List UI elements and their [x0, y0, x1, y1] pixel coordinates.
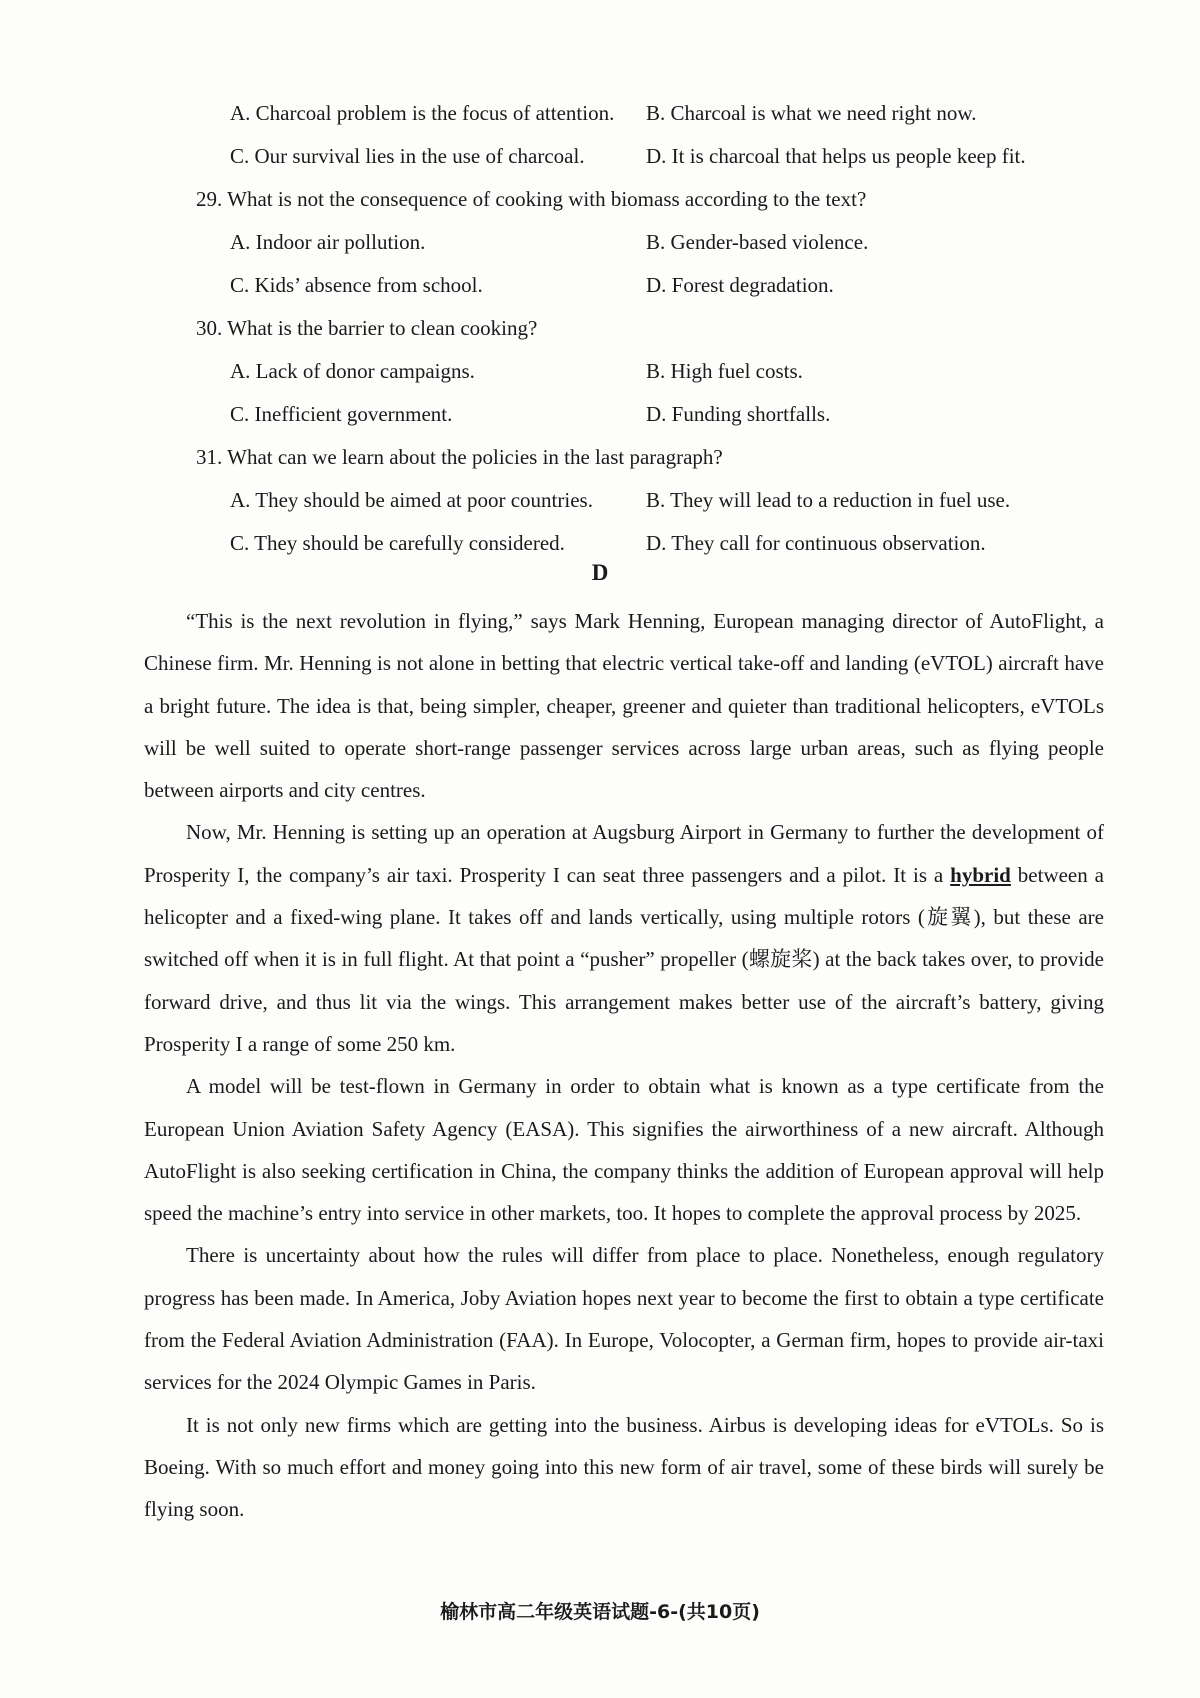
passage-paragraph: It is not only new firms which are getting into the business. Airbus is developing ideas for eVTOLs. So is Boeing. With so much effort and money going into this new form of air travel, some of these birds will surely be flying soon.	[144, 1412, 1104, 1522]
option-b: B. High fuel costs.	[646, 359, 803, 383]
question-block	[196, 92, 1126, 565]
keyword-hybrid: hybrid	[950, 862, 1011, 887]
option-c: C. Our survival lies in the use of charcoal.	[230, 144, 585, 168]
option-b: B. Charcoal is what we need right now.	[646, 101, 977, 125]
option-row	[196, 135, 1126, 178]
option-row	[196, 221, 1126, 264]
option-c: C. They should be carefully considered.	[230, 531, 565, 555]
reading-passage	[144, 600, 1104, 1531]
option-d: D. Forest degradation.	[646, 273, 834, 297]
question-stem: 30. What is the barrier to clean cooking?	[196, 316, 538, 340]
option-d: D. They call for continuous observation.	[646, 531, 986, 555]
passage-paragraph: A model will be test-flown in Germany in order to obtain what is known as a type certificate from the European Union Aviation Safety Agency (EASA). This signifies the airworthiness of a new aircraft. Although AutoFlight is also seeking certification in China, the company thinks the addition of European approval will help speed the machine’s entry into service in other markets, too. It hopes to complete the approval process by 2025.	[144, 1074, 1104, 1226]
option-a: A. Lack of donor campaigns.	[230, 359, 475, 383]
passage-paragraph	[144, 811, 1104, 1065]
option-b: B. They will lead to a reduction in fuel use.	[646, 488, 1011, 512]
option-d: D. It is charcoal that helps us people keep fit.	[646, 144, 1026, 168]
option-row	[196, 479, 1126, 522]
option-d: D. Funding shortfalls.	[646, 402, 831, 426]
passage-paragraph: There is uncertainty about how the rules will differ from place to place. Nonetheless, enough regulatory progress has been made. In America, Joby Aviation hopes next year to become the first to obtain a type certificate from the Federal Aviation Administration (FAA). In Europe, Volocopter, a German firm, hopes to provide air-taxi services for the 2024 Olympic Games in Paris.	[144, 1243, 1104, 1395]
section-heading: D	[591, 560, 609, 585]
option-b: B. Gender-based violence.	[646, 230, 869, 254]
page-footer: 榆林市高二年级英语试题-6-(共10页)	[440, 1601, 760, 1623]
option-c: C. Inefficient government.	[230, 402, 453, 426]
option-c: C. Kids’ absence from school.	[230, 273, 483, 297]
option-row	[196, 264, 1126, 307]
paragraph-text: between a helicopter and a fixed-wing plane. It takes off and lands vertically, using multiple rotors (旋翼), but these are switched off when it is in full flight. At that point a “pusher” propeller (螺旋桨) at the back takes over, to provide forward drive, and thus lit via the wings. This arrangement makes better use of the aircraft’s battery, giving Prosperity I a range of some 250 km.	[144, 862, 1104, 1056]
question-stem: 31. What can we learn about the policies in the last paragraph?	[196, 445, 723, 469]
option-a: A. Indoor air pollution.	[230, 230, 426, 254]
option-row	[196, 92, 1126, 135]
option-a: A. Charcoal problem is the focus of attention.	[230, 101, 615, 125]
option-row	[196, 350, 1126, 393]
question-stem: 29. What is not the consequence of cooking with biomass according to the text?	[196, 187, 867, 211]
paragraph-text: Now, Mr. Henning is setting up an operation at Augsburg Airport in Germany to further the development of Prosperity I, the company’s air taxi. Prosperity I can seat three passengers and a pilot. It is a	[144, 820, 1104, 887]
option-a: A. They should be aimed at poor countries.	[230, 488, 593, 512]
option-row	[196, 393, 1126, 436]
passage-paragraph: “This is the next revolution in flying,” says Mark Henning, European managing director of AutoFlight, a Chinese firm. Mr. Henning is not alone in betting that electric vertical take-off and landing (eVTOL) aircraft have a bright future. The idea is that, being simpler, cheaper, greener and quieter than traditional helicopters, eVTOLs will be well suited to operate short-range passenger services across large urban areas, such as flying people between airports and city centres.	[144, 609, 1104, 803]
